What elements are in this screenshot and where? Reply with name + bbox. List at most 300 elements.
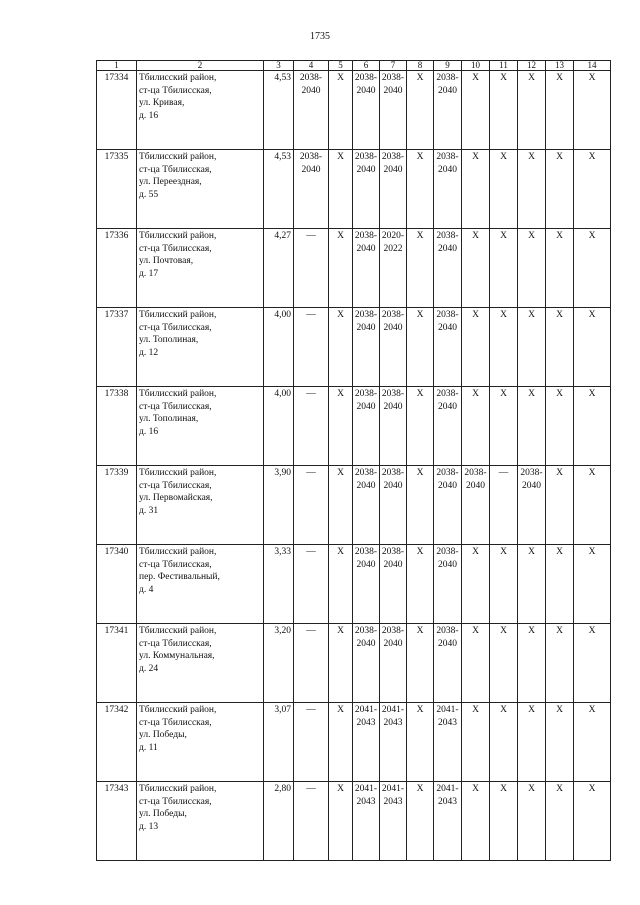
address-line: ул. Победы, bbox=[139, 809, 187, 820]
year-cell bbox=[490, 150, 518, 229]
address-line: ул. Кривая, bbox=[139, 98, 185, 109]
cell-text: X bbox=[588, 310, 596, 320]
cell-text: X bbox=[528, 152, 535, 162]
cell-text: X bbox=[472, 152, 479, 162]
cell-text: 2041- bbox=[381, 784, 405, 794]
cell-text: X bbox=[337, 152, 344, 162]
cell-text: 2038- bbox=[464, 468, 487, 478]
year-cell bbox=[407, 387, 434, 466]
address-line: Тбилисский район, bbox=[139, 468, 217, 478]
cell-text: — bbox=[306, 626, 316, 636]
cell-text: X bbox=[528, 73, 535, 83]
table-row bbox=[97, 308, 611, 387]
year-cell bbox=[546, 545, 574, 624]
column-header: 12 bbox=[518, 61, 546, 71]
year-cell bbox=[380, 624, 407, 703]
value-cell: 4,53 bbox=[264, 150, 294, 229]
table-row bbox=[97, 71, 611, 150]
year-cell bbox=[294, 703, 329, 782]
year-cell bbox=[380, 229, 407, 308]
year-cell bbox=[294, 782, 329, 861]
cell-text: 2038- bbox=[299, 152, 323, 162]
address-cell bbox=[137, 150, 264, 229]
table-row bbox=[97, 545, 611, 624]
year-cell bbox=[462, 466, 490, 545]
year-cell bbox=[574, 782, 611, 861]
year-cell bbox=[518, 387, 546, 466]
address-line: ул. Переездная, bbox=[139, 177, 202, 188]
table-row bbox=[97, 782, 611, 861]
cell-text: 2038- bbox=[381, 468, 405, 478]
cell-text: 2038- bbox=[354, 626, 378, 636]
cell-text: X bbox=[528, 231, 535, 241]
year-cell bbox=[462, 782, 490, 861]
year-cell bbox=[574, 466, 611, 545]
cell-text: X bbox=[337, 705, 344, 715]
row-id: 17341 bbox=[97, 624, 137, 703]
cell-text: X bbox=[416, 152, 424, 162]
year-cell bbox=[490, 703, 518, 782]
address-line: ст-ца Тбилисская, bbox=[139, 480, 212, 491]
year-cell bbox=[353, 71, 380, 150]
value-cell: 4,53 bbox=[264, 71, 294, 150]
year-cell bbox=[353, 782, 380, 861]
cell-text: 2038- bbox=[381, 626, 405, 636]
year-cell bbox=[490, 308, 518, 387]
cell-text: 2020- bbox=[381, 231, 405, 241]
year-cell bbox=[546, 150, 574, 229]
year-cell bbox=[490, 466, 518, 545]
address-line: ст-ца Тбилисская, bbox=[139, 243, 212, 254]
year-cell bbox=[353, 545, 380, 624]
cell-text: — bbox=[306, 389, 316, 399]
address-line: ул. Тополиная, bbox=[139, 335, 199, 346]
cell-text: — bbox=[306, 784, 316, 794]
cell-text: 2038- bbox=[381, 310, 405, 320]
year-cell bbox=[518, 71, 546, 150]
value-cell: 3,20 bbox=[264, 624, 294, 703]
column-header: 13 bbox=[546, 61, 574, 71]
value-cell: 4,00 bbox=[264, 387, 294, 466]
cell-text: X bbox=[337, 231, 344, 241]
cell-text: 2040 bbox=[438, 559, 457, 570]
address-line: д. 16 bbox=[139, 110, 159, 121]
cell-text: 2041- bbox=[354, 784, 378, 794]
year-cell bbox=[380, 387, 407, 466]
year-cell bbox=[380, 466, 407, 545]
cell-text: X bbox=[416, 547, 424, 557]
cell-text: 2040 bbox=[438, 638, 457, 649]
year-cell bbox=[518, 229, 546, 308]
cell-text: 2038- bbox=[354, 310, 378, 320]
year-cell bbox=[434, 308, 462, 387]
cell-text: X bbox=[472, 626, 479, 636]
year-cell bbox=[546, 782, 574, 861]
cell-text: 2022 bbox=[383, 243, 403, 254]
year-cell bbox=[546, 71, 574, 150]
cell-text: X bbox=[528, 705, 535, 715]
year-cell bbox=[490, 387, 518, 466]
cell-text: 2038- bbox=[354, 468, 378, 478]
table-row bbox=[97, 150, 611, 229]
table-row bbox=[97, 387, 611, 466]
year-cell bbox=[294, 150, 329, 229]
year-cell bbox=[574, 624, 611, 703]
row-id: 17337 bbox=[97, 308, 137, 387]
cell-text: X bbox=[588, 231, 596, 241]
year-cell bbox=[518, 150, 546, 229]
year-cell bbox=[434, 229, 462, 308]
cell-text: X bbox=[588, 626, 596, 636]
address-line: Тбилисский район, bbox=[139, 389, 217, 399]
year-cell bbox=[518, 466, 546, 545]
column-header: 5 bbox=[329, 61, 353, 71]
cell-text: 2041- bbox=[354, 705, 378, 715]
cell-text: 2043 bbox=[383, 717, 403, 728]
address-line: ст-ца Тбилисская, bbox=[139, 85, 212, 96]
address-line: ст-ца Тбилисская, bbox=[139, 164, 212, 175]
cell-text: X bbox=[500, 626, 507, 636]
cell-text: 2038- bbox=[354, 547, 378, 557]
cell-text: X bbox=[472, 389, 479, 399]
cell-text: 2040 bbox=[383, 638, 403, 649]
year-cell bbox=[329, 150, 353, 229]
cell-text: X bbox=[472, 547, 479, 557]
address-line: Тбилисский район, bbox=[139, 547, 217, 557]
column-header: 10 bbox=[462, 61, 490, 71]
year-cell bbox=[574, 703, 611, 782]
year-cell bbox=[462, 71, 490, 150]
cell-text: 2040 bbox=[356, 401, 376, 412]
cell-text: X bbox=[337, 310, 344, 320]
header-row bbox=[97, 61, 611, 71]
cell-text: X bbox=[500, 547, 507, 557]
cell-text: X bbox=[472, 705, 479, 715]
address-line: Тбилисский район, bbox=[139, 784, 217, 794]
year-cell bbox=[490, 229, 518, 308]
address-line: Тбилисский район, bbox=[139, 152, 217, 162]
cell-text: X bbox=[556, 310, 563, 320]
cell-text: X bbox=[588, 547, 596, 557]
cell-text: 2040 bbox=[301, 85, 321, 96]
address-line: ст-ца Тбилисская, bbox=[139, 559, 212, 570]
cell-text: 2040 bbox=[438, 480, 457, 491]
value-cell: 2,80 bbox=[264, 782, 294, 861]
column-header: 2 bbox=[137, 61, 264, 71]
address-line: Тбилисский район, bbox=[139, 626, 217, 636]
year-cell bbox=[518, 624, 546, 703]
cell-text: 2040 bbox=[438, 322, 457, 333]
year-cell bbox=[462, 703, 490, 782]
cell-text: 2040 bbox=[466, 480, 485, 491]
row-id: 17335 bbox=[97, 150, 137, 229]
year-cell bbox=[434, 624, 462, 703]
cell-text: X bbox=[500, 389, 507, 399]
year-cell bbox=[490, 545, 518, 624]
year-cell bbox=[353, 466, 380, 545]
year-cell bbox=[518, 308, 546, 387]
address-line: ул. Тополиная, bbox=[139, 414, 199, 425]
cell-text: 2043 bbox=[356, 796, 376, 807]
cell-text: X bbox=[528, 310, 535, 320]
cell-text: X bbox=[337, 389, 344, 399]
cell-text: 2040 bbox=[301, 164, 321, 175]
year-cell bbox=[294, 387, 329, 466]
cell-text: X bbox=[337, 468, 344, 478]
cell-text: 2038- bbox=[381, 152, 405, 162]
cell-text: 2040 bbox=[356, 243, 376, 254]
address-line: д. 31 bbox=[139, 505, 159, 516]
cell-text: X bbox=[472, 310, 479, 320]
year-cell bbox=[462, 624, 490, 703]
year-cell bbox=[407, 703, 434, 782]
year-cell bbox=[490, 71, 518, 150]
cell-text: 2038- bbox=[436, 310, 459, 320]
year-cell bbox=[434, 545, 462, 624]
address-line: ул. Победы, bbox=[139, 730, 187, 741]
cell-text: — bbox=[306, 547, 316, 557]
value-cell: 3,90 bbox=[264, 466, 294, 545]
year-cell bbox=[329, 71, 353, 150]
address-cell bbox=[137, 782, 264, 861]
year-cell bbox=[380, 703, 407, 782]
cell-text: X bbox=[588, 784, 596, 794]
value-cell: 3,33 bbox=[264, 545, 294, 624]
address-line: ст-ца Тбилисская, bbox=[139, 796, 212, 807]
year-cell bbox=[434, 703, 462, 782]
address-line: д. 11 bbox=[139, 742, 158, 753]
year-cell bbox=[329, 387, 353, 466]
year-cell bbox=[380, 545, 407, 624]
cell-text: 2038- bbox=[436, 73, 459, 83]
page-number: 1735 bbox=[310, 31, 330, 42]
cell-text: 2038- bbox=[354, 389, 378, 399]
address-line: д. 24 bbox=[139, 663, 159, 674]
cell-text: X bbox=[588, 389, 596, 399]
year-cell bbox=[462, 150, 490, 229]
year-cell bbox=[546, 229, 574, 308]
cell-text: X bbox=[472, 231, 479, 241]
cell-text: X bbox=[588, 705, 596, 715]
cell-text: 2040 bbox=[438, 243, 457, 254]
cell-text: X bbox=[500, 705, 507, 715]
cell-text: 2038- bbox=[299, 73, 323, 83]
cell-text: X bbox=[337, 784, 344, 794]
year-cell bbox=[329, 229, 353, 308]
cell-text: X bbox=[416, 626, 424, 636]
cell-text: 2038- bbox=[520, 468, 543, 478]
cell-text: X bbox=[337, 626, 344, 636]
year-cell bbox=[294, 308, 329, 387]
address-line: д. 17 bbox=[139, 268, 159, 279]
cell-text: 2040 bbox=[356, 480, 376, 491]
cell-text: X bbox=[500, 310, 507, 320]
address-line: ул. Первомайская, bbox=[139, 493, 213, 504]
cell-text: 2038- bbox=[354, 73, 378, 83]
year-cell bbox=[490, 782, 518, 861]
year-cell bbox=[574, 545, 611, 624]
year-cell bbox=[407, 545, 434, 624]
cell-text: 2040 bbox=[438, 401, 457, 412]
cell-text: 2038- bbox=[381, 73, 405, 83]
cell-text: 2040 bbox=[356, 322, 376, 333]
address-cell bbox=[137, 229, 264, 308]
address-cell bbox=[137, 545, 264, 624]
address-cell bbox=[137, 308, 264, 387]
row-id: 17342 bbox=[97, 703, 137, 782]
address-cell bbox=[137, 703, 264, 782]
year-cell bbox=[329, 545, 353, 624]
column-header: 9 bbox=[434, 61, 462, 71]
cell-text: 2040 bbox=[383, 85, 403, 96]
table-row bbox=[97, 229, 611, 308]
year-cell bbox=[518, 703, 546, 782]
year-cell bbox=[353, 150, 380, 229]
cell-text: X bbox=[556, 468, 563, 478]
address-line: ул. Почтовая, bbox=[139, 256, 194, 267]
year-cell bbox=[329, 308, 353, 387]
cell-text: X bbox=[556, 784, 563, 794]
cell-text: X bbox=[556, 626, 563, 636]
year-cell bbox=[294, 545, 329, 624]
cell-text: 2041- bbox=[436, 784, 459, 794]
cell-text: X bbox=[416, 310, 424, 320]
cell-text: 2041- bbox=[436, 705, 459, 715]
year-cell bbox=[518, 782, 546, 861]
address-cell bbox=[137, 466, 264, 545]
cell-text: X bbox=[416, 705, 424, 715]
cell-text: 2038- bbox=[436, 152, 459, 162]
cell-text: 2040 bbox=[438, 85, 457, 96]
address-line: д. 16 bbox=[139, 426, 159, 437]
column-header: 6 bbox=[353, 61, 380, 71]
column-header: 7 bbox=[380, 61, 407, 71]
year-cell bbox=[329, 624, 353, 703]
cell-text: 2040 bbox=[383, 322, 403, 333]
cell-text: 2040 bbox=[356, 85, 376, 96]
year-cell bbox=[294, 624, 329, 703]
table-row bbox=[97, 466, 611, 545]
year-cell bbox=[546, 308, 574, 387]
cell-text: X bbox=[556, 705, 563, 715]
cell-text: X bbox=[416, 389, 424, 399]
cell-text: X bbox=[528, 626, 535, 636]
year-cell bbox=[407, 71, 434, 150]
year-cell bbox=[434, 150, 462, 229]
address-line: д. 55 bbox=[139, 189, 159, 200]
cell-text: 2038- bbox=[436, 389, 459, 399]
year-cell bbox=[546, 624, 574, 703]
cell-text: 2040 bbox=[522, 480, 541, 491]
year-cell bbox=[407, 308, 434, 387]
year-cell bbox=[574, 229, 611, 308]
row-id: 17336 bbox=[97, 229, 137, 308]
year-cell bbox=[407, 229, 434, 308]
cell-text: X bbox=[528, 547, 535, 557]
cell-text: X bbox=[416, 231, 424, 241]
cell-text: 2040 bbox=[383, 559, 403, 570]
year-cell bbox=[380, 71, 407, 150]
cell-text: 2043 bbox=[438, 717, 457, 728]
year-cell bbox=[462, 308, 490, 387]
year-cell bbox=[546, 703, 574, 782]
cell-text: X bbox=[528, 784, 535, 794]
cell-text: X bbox=[500, 73, 507, 83]
column-header: 14 bbox=[574, 61, 611, 71]
year-cell bbox=[574, 387, 611, 466]
cell-text: X bbox=[556, 231, 563, 241]
cell-text: X bbox=[588, 152, 596, 162]
year-cell bbox=[462, 545, 490, 624]
row-id: 17339 bbox=[97, 466, 137, 545]
year-cell bbox=[353, 703, 380, 782]
cell-text: 2038- bbox=[381, 547, 405, 557]
address-line: д. 13 bbox=[139, 821, 159, 832]
year-cell bbox=[434, 387, 462, 466]
value-cell: 4,00 bbox=[264, 308, 294, 387]
cell-text: X bbox=[556, 389, 563, 399]
year-cell bbox=[518, 545, 546, 624]
year-cell bbox=[434, 466, 462, 545]
cell-text: X bbox=[500, 152, 507, 162]
cell-text: 2043 bbox=[438, 796, 457, 807]
cell-text: 2043 bbox=[356, 717, 376, 728]
row-id: 17343 bbox=[97, 782, 137, 861]
year-cell bbox=[546, 466, 574, 545]
year-cell bbox=[294, 71, 329, 150]
year-cell bbox=[294, 229, 329, 308]
year-cell bbox=[490, 624, 518, 703]
row-id: 17338 bbox=[97, 387, 137, 466]
address-cell bbox=[137, 624, 264, 703]
year-cell bbox=[329, 466, 353, 545]
cell-text: X bbox=[528, 389, 535, 399]
address-cell bbox=[137, 71, 264, 150]
cell-text: 2038- bbox=[354, 231, 378, 241]
year-cell bbox=[407, 782, 434, 861]
cell-text: X bbox=[500, 231, 507, 241]
year-cell bbox=[546, 387, 574, 466]
table-row bbox=[97, 703, 611, 782]
cell-text: X bbox=[416, 468, 424, 478]
cell-text: 2040 bbox=[383, 480, 403, 491]
column-header: 3 bbox=[264, 61, 294, 71]
address-line: д. 4 bbox=[139, 584, 154, 595]
year-cell bbox=[462, 229, 490, 308]
address-line: ст-ца Тбилисская, bbox=[139, 638, 212, 649]
cell-text: X bbox=[556, 547, 563, 557]
address-line: ст-ца Тбилисская, bbox=[139, 322, 212, 333]
cell-text: 2038- bbox=[436, 468, 459, 478]
year-cell bbox=[407, 466, 434, 545]
year-cell bbox=[329, 703, 353, 782]
cell-text: — bbox=[306, 705, 316, 715]
cell-text: — bbox=[498, 468, 509, 478]
year-cell bbox=[353, 308, 380, 387]
cell-text: 2040 bbox=[356, 638, 376, 649]
cell-text: 2038- bbox=[354, 152, 378, 162]
year-cell bbox=[407, 150, 434, 229]
cell-text: 2043 bbox=[383, 796, 403, 807]
address-line: ст-ца Тбилисская, bbox=[139, 401, 212, 412]
cell-text: 2040 bbox=[383, 164, 403, 175]
year-cell bbox=[380, 308, 407, 387]
year-cell bbox=[353, 624, 380, 703]
address-line: ст-ца Тбилисская, bbox=[139, 717, 212, 728]
cell-text: 2040 bbox=[356, 164, 376, 175]
cell-text: 2040 bbox=[438, 164, 457, 175]
cell-text: 2038- bbox=[381, 389, 405, 399]
